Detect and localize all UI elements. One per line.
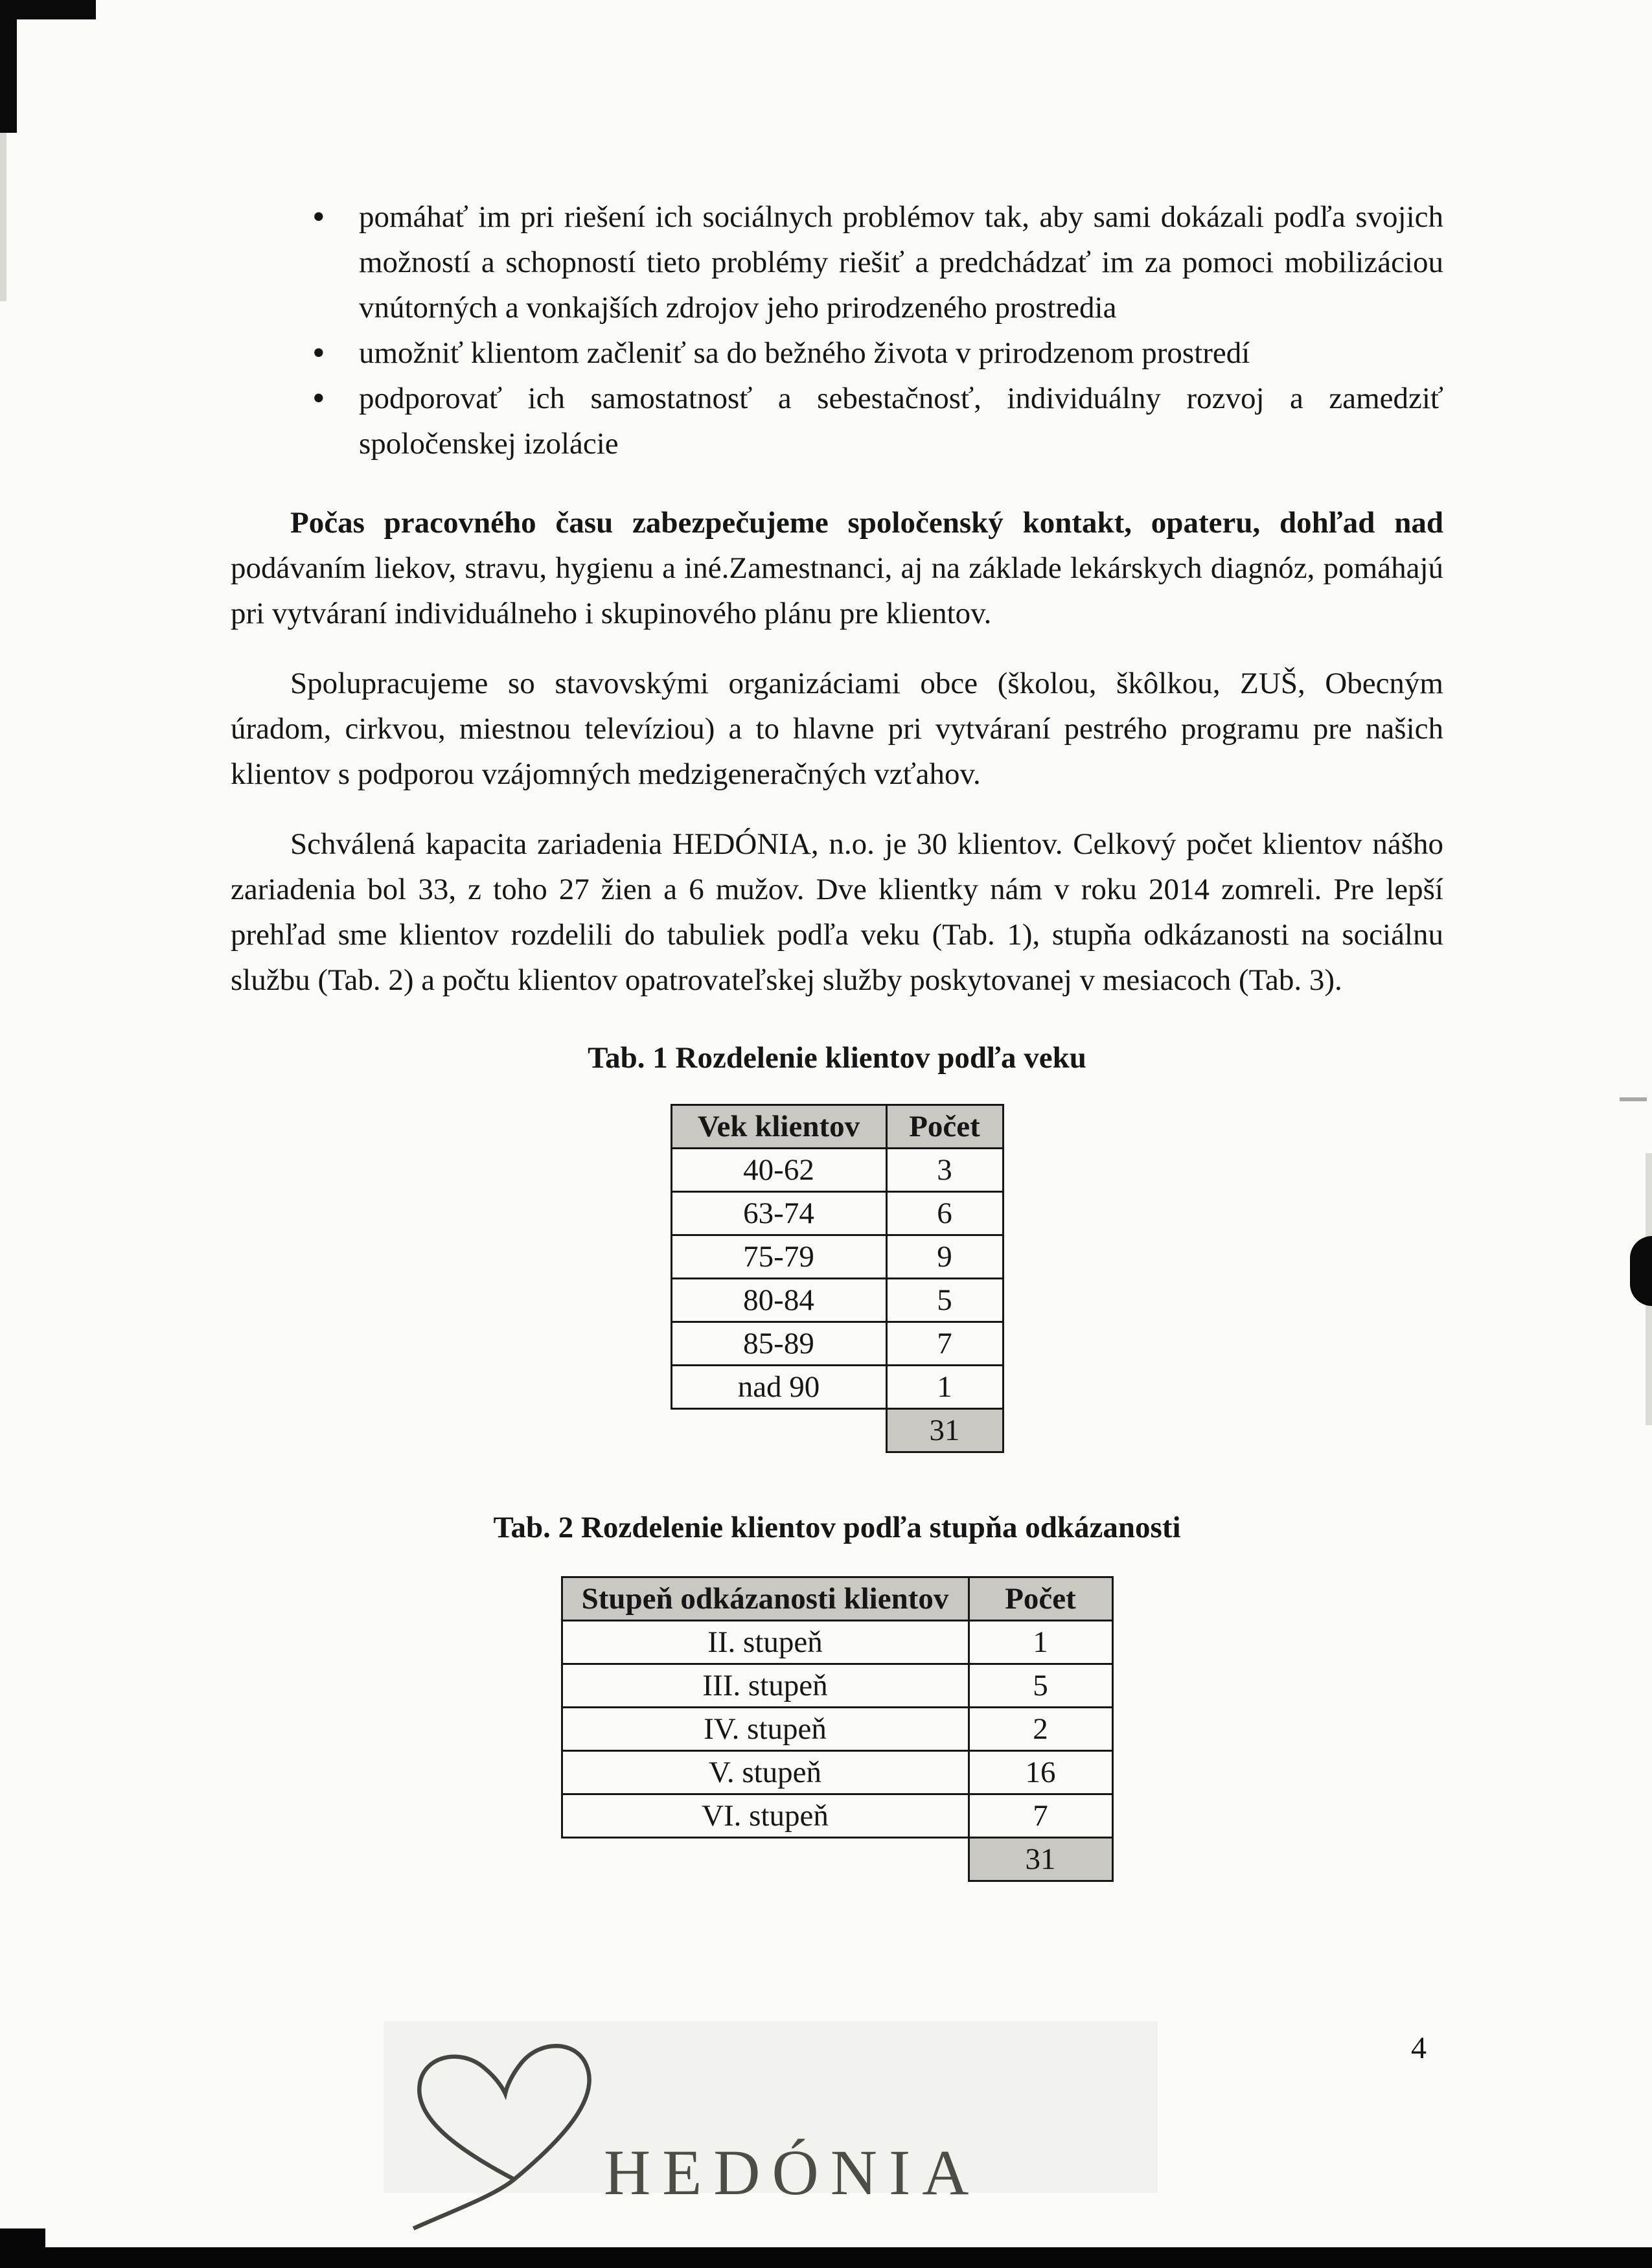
table-total-row	[562, 1838, 1112, 1881]
table-cell: 9	[886, 1235, 1003, 1279]
table-cell: 75-79	[671, 1235, 886, 1279]
table-cell: 5	[886, 1279, 1003, 1322]
table-header-cell: Vek klientov	[671, 1105, 886, 1149]
paragraph-text: podávaním liekov, stravu, hygienu a iné.Zamestnanci, aj na základe lekárskych diagnóz, pomáhajú pri vytváraní individuálneho i skupinového plánu pre klientov.	[231, 551, 1443, 630]
table-row	[671, 1192, 1003, 1235]
table-row	[562, 1708, 1112, 1751]
scan-artifact-top-left-edge	[0, 0, 17, 133]
table-header-row	[562, 1577, 1112, 1621]
table-cell: 85-89	[671, 1322, 886, 1366]
table-cell: 6	[886, 1192, 1003, 1235]
table-total-cell: 31	[969, 1838, 1112, 1881]
table-header-cell: Počet	[886, 1105, 1003, 1149]
table1-title: Tab. 1 Rozdelenie klientov podľa veku	[588, 1041, 1086, 1075]
scan-artifact-top-edge	[0, 0, 96, 19]
bullet-list	[231, 194, 1443, 466]
table-header-row	[671, 1105, 1003, 1149]
table-cell: V. stupeň	[562, 1751, 969, 1794]
table-row	[671, 1366, 1003, 1409]
table-cell: 80-84	[671, 1279, 886, 1322]
paragraph-emphasis: Počas pracovného času zabezpečujeme spoločenský kontakt, opateru, dohľad nad	[290, 506, 1443, 540]
table-cell: VI. stupeň	[562, 1794, 969, 1838]
table-row	[671, 1149, 1003, 1192]
scan-artifact-left-edge	[0, 133, 6, 301]
heart-icon	[379, 2014, 638, 2236]
table-cell: IV. stupeň	[562, 1708, 969, 1751]
table-clients-by-age	[671, 1104, 1004, 1453]
table-cell: 1	[886, 1366, 1003, 1409]
bullet-item: • umožniť klientom začleniť sa do bežného života v prirodzenom prostredí	[231, 330, 1443, 376]
scan-artifact-bottom-edge	[0, 2247, 1652, 2268]
logo-text: HEDÓNIA	[604, 2136, 981, 2208]
table-row	[562, 1664, 1112, 1708]
table-cell: II. stupeň	[562, 1621, 969, 1664]
paragraph-capacity: Schválená kapacita zariadenia HEDÓNIA, n.o. je 30 klientov. Celkový počet klientov nášho zariadenia bol 33, z toho 27 žien a 6 mužov. Dve klientky nám v roku 2014 zomreli. Pre lepší prehľad sme klientov rozdelili do tabuliek podľa veku (Tab. 1), stupňa odkázanosti na sociálnu službu (Tab. 2) a počtu klientov opatrovateľskej služby poskytovanej v mesiacoch (Tab. 3).	[231, 827, 1443, 997]
table-cell: 7	[886, 1322, 1003, 1366]
hedonia-logo	[389, 2026, 1166, 2214]
table-header-cell: Stupeň odkázanosti klientov	[562, 1577, 969, 1621]
table-cell: 63-74	[671, 1192, 886, 1235]
bullet-item: • pomáhať im pri riešení ich sociálnych problémov tak, aby sami dokázali podľa svojich možností a schopností tieto problémy riešiť a predchádzať im za pomoci mobilizáciou vnútorných a vonkajších zdrojov jeho prirodzeného prostredia	[231, 194, 1443, 330]
table-total-row	[671, 1409, 1003, 1452]
table-clients-by-dependency	[561, 1576, 1114, 1882]
table2-title: Tab. 2 Rozdelenie klientov podľa stupňa odkázanosti	[493, 1511, 1181, 1544]
table-cell: 5	[969, 1664, 1112, 1708]
table-row	[671, 1322, 1003, 1366]
table-cell: 3	[886, 1149, 1003, 1192]
table-header-cell: Počet	[969, 1577, 1112, 1621]
table-empty-cell	[562, 1838, 969, 1881]
table-empty-cell	[671, 1409, 886, 1452]
document-content	[231, 194, 1443, 1882]
paragraph-daily-care	[231, 500, 1443, 636]
table-cell: 40-62	[671, 1149, 886, 1192]
table-cell: 16	[969, 1751, 1112, 1794]
table-cell: III. stupeň	[562, 1664, 969, 1708]
table-cell: 7	[969, 1794, 1112, 1838]
paragraph-cooperation: Spolupracujeme so stavovskými organizáciami obce (školou, škôlkou, ZUŠ, Obecným úradom, cirkvou, miestnou televíziou) a to hlavne pri vytváraní pestrého programu pre našich klientov s podporou vzájomných medzigeneračných vzťahov.	[231, 667, 1443, 791]
table-row	[562, 1794, 1112, 1838]
table-row	[562, 1621, 1112, 1664]
bullet-item: • podporovať ich samostatnosť a sebestačnosť, individuálny rozvoj a zamedziť spoločenskej izolácie	[231, 376, 1443, 466]
table-cell: 2	[969, 1708, 1112, 1751]
table-total-cell: 31	[886, 1409, 1003, 1452]
table-row	[671, 1279, 1003, 1322]
page-number: 4	[1411, 2031, 1427, 2065]
table-row	[562, 1751, 1112, 1794]
scan-artifact-right-blob	[1630, 1236, 1652, 1306]
table-cell: 1	[969, 1621, 1112, 1664]
table-row	[671, 1235, 1003, 1279]
scan-artifact-right-dash	[1620, 1097, 1647, 1101]
table-cell: nad 90	[671, 1366, 886, 1409]
